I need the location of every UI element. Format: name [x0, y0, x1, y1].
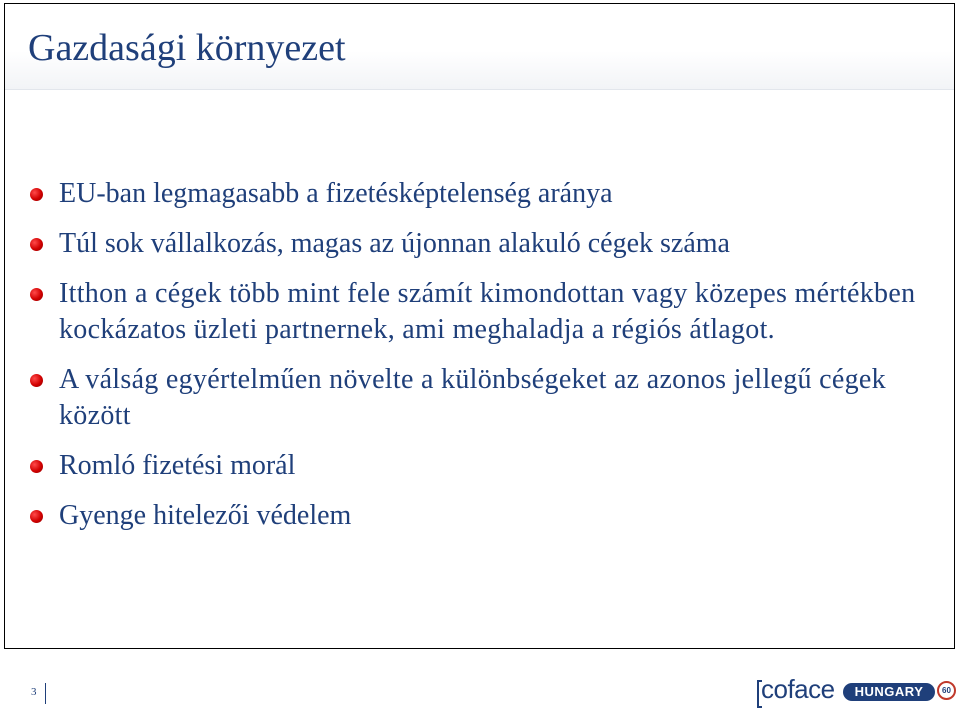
bullet-dot-icon: [30, 510, 43, 523]
bullet-text: Romló fizetési morál: [59, 450, 296, 481]
bullet-dot-icon: [30, 188, 43, 201]
bullet-text: Túl sok vállalkozás, magas az újonnan alakuló cégek száma: [59, 228, 730, 259]
bullet-item: [29, 362, 944, 434]
slide: [4, 3, 955, 649]
bullet-text: Gyenge hitelezői védelem: [59, 500, 352, 531]
bullet-dot-icon: [30, 374, 43, 387]
logo-region-badge: HUNGARY: [843, 683, 935, 701]
bullet-dot-icon: [30, 238, 43, 251]
page-number-divider: [45, 683, 46, 704]
bullet-list: [29, 176, 944, 548]
bullet-item: [29, 276, 944, 348]
coface-logo: [757, 674, 957, 706]
page-title: Gazdasági környezet: [28, 27, 346, 69]
bullet-item: [29, 498, 944, 534]
bullet-text: A válság egyértelműen növelte a különbségeket az azonos jellegű cégek között: [59, 364, 886, 431]
bullet-text: Itthon a cégek több mint fele számít kimondottan vagy közepes mértékben kockázatos üzleti partnernek, ami meghaladja a régiós átlagot.: [59, 278, 916, 345]
logo-wordmark: coface: [761, 674, 835, 704]
bullet-dot-icon: [30, 288, 43, 301]
logo-anniversary-icon: 60: [937, 681, 956, 700]
bullet-item: [29, 226, 944, 262]
page-number: 3: [31, 686, 37, 698]
bullet-text: EU-ban legmagasabb a fizetésképtelenség aránya: [59, 178, 613, 209]
bullet-item: [29, 448, 944, 484]
title-band: [5, 4, 954, 90]
footer: [0, 650, 960, 708]
bullet-dot-icon: [30, 460, 43, 473]
bullet-item: [29, 176, 944, 212]
